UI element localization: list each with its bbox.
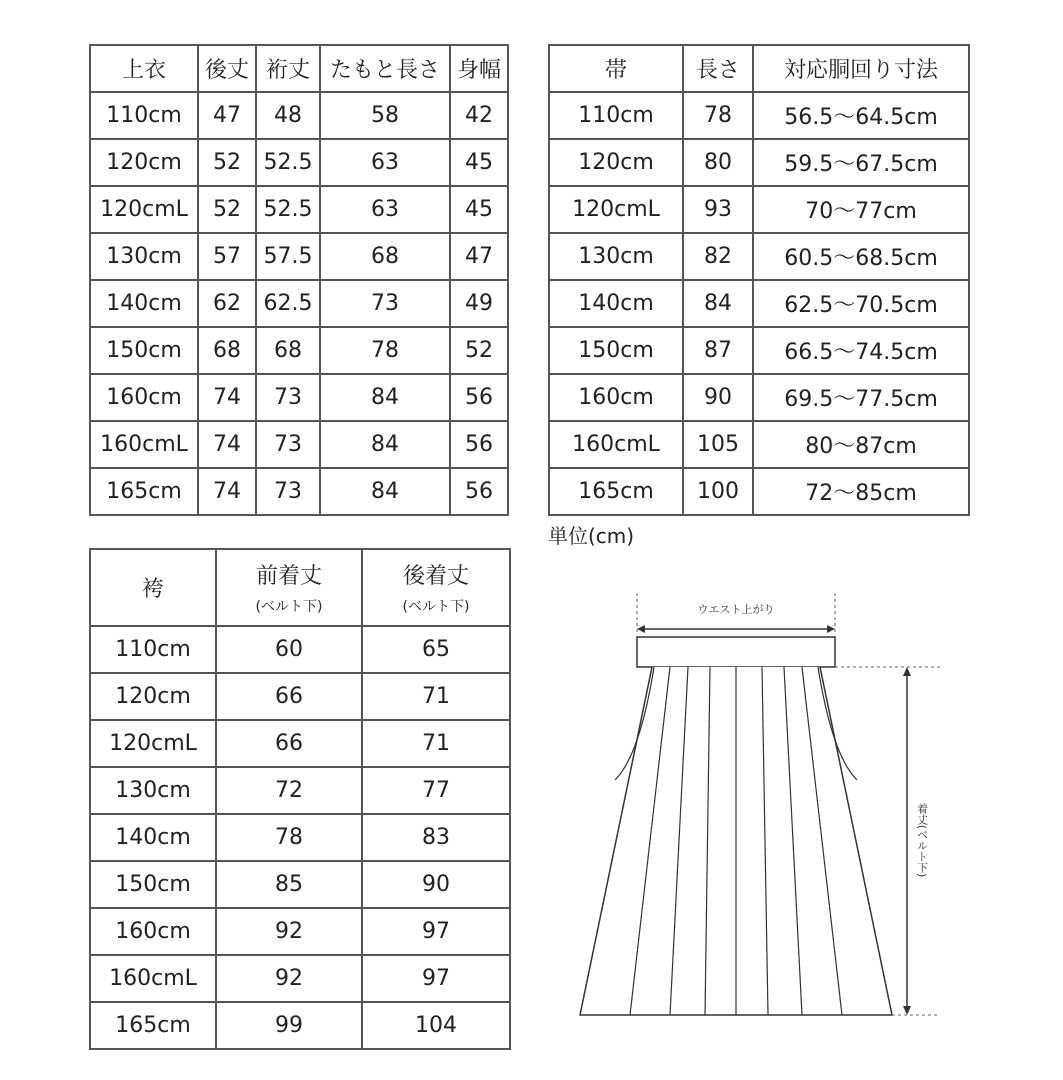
table-cell: 97 [362,955,510,1002]
table-cell: 130cm [90,233,198,280]
table-row [90,1002,510,1049]
column-header-label: 後丈 [204,58,249,83]
length-label: 着丈(ベルト下) [915,802,929,878]
column-header [90,549,216,626]
table-cell: 87 [683,327,753,374]
table-cell: 66 [216,673,362,720]
table-cell: 160cm [90,908,216,955]
table-cell: 140cm [90,814,216,861]
table-cell: 105 [683,421,753,468]
table-row [90,626,510,673]
table-cell: 84 [320,468,450,515]
header-row [549,45,969,92]
column-header [549,45,683,92]
table-row [90,767,510,814]
belt-size-table [548,44,970,516]
table-cell: 92 [216,955,362,1002]
column-header-label: 袴 [141,577,164,602]
table-cell: 140cm [549,280,683,327]
table-cell: 60.5〜68.5cm [753,233,969,280]
table-row [90,468,508,515]
waistband [637,637,835,667]
column-header-label: 裄丈 [265,58,310,83]
table-cell: 100 [683,468,753,515]
table-cell: 73 [256,374,320,421]
table-cell: 47 [450,233,508,280]
table-cell: 160cm [90,374,198,421]
table-cell: 57 [198,233,256,280]
table-cell: 120cm [90,139,198,186]
column-header [90,45,198,92]
table-cell: 49 [450,280,508,327]
table-cell: 77 [362,767,510,814]
table-cell: 165cm [90,468,198,515]
column-header-label: たもと長さ [329,58,440,83]
jacket-body [90,92,508,515]
unit-label: 単位(cm) [548,524,635,548]
table-cell: 140cm [90,280,198,327]
header-row [90,45,508,92]
column-header-label: 対応胴回り寸法 [783,58,938,83]
table-cell: 58 [320,92,450,139]
table-cell: 82 [683,233,753,280]
table-cell: 63 [320,139,450,186]
table-cell: 90 [362,861,510,908]
hakama-diagram [570,585,970,1045]
table-cell: 84 [683,280,753,327]
table-row [90,186,508,233]
table-row [549,468,969,515]
column-header-label: 前着丈 [255,564,322,589]
table-cell: 56 [450,374,508,421]
table-cell: 120cm [90,673,216,720]
table-cell: 97 [362,908,510,955]
table-row [90,327,508,374]
table-row [549,139,969,186]
table-cell: 92 [216,908,362,955]
jacket-header [90,45,508,92]
hakama-size-table [89,548,511,1050]
table-cell: 45 [450,186,508,233]
table-cell: 72 [216,767,362,814]
table-row [90,720,510,767]
column-header-label: 長さ [695,58,740,83]
table-cell: 56 [450,421,508,468]
table-cell: 68 [320,233,450,280]
column-header-label: 帯 [604,58,627,83]
belt-header [549,45,969,92]
table-row [90,139,508,186]
table-cell: 78 [216,814,362,861]
table-cell: 73 [320,280,450,327]
column-header-label: 上衣 [121,58,166,83]
table-cell: 120cmL [90,720,216,767]
column-header-label: 身幅 [456,58,501,83]
table-cell: 62 [198,280,256,327]
table-row [90,861,510,908]
table-cell: 70〜77cm [753,186,969,233]
table-cell: 130cm [549,233,683,280]
column-header [362,549,510,626]
table-cell: 66 [216,720,362,767]
table-cell: 47 [198,92,256,139]
table-cell: 52 [198,186,256,233]
header-row [90,549,510,626]
table-cell: 165cm [549,468,683,515]
table-cell: 63 [320,186,450,233]
table-row [549,186,969,233]
table-cell: 62.5 [256,280,320,327]
table-cell: 85 [216,861,362,908]
table-cell: 160cmL [90,421,198,468]
column-header [198,45,256,92]
column-header-label: 後着丈 [402,564,469,589]
table-cell: 73 [256,421,320,468]
length-arrow-head-bottom [903,1006,911,1015]
table-cell: 160cmL [90,955,216,1002]
table-cell: 78 [320,327,450,374]
table-cell: 150cm [549,327,683,374]
table-cell: 59.5〜67.5cm [753,139,969,186]
table-cell: 120cm [549,139,683,186]
table-cell: 130cm [90,767,216,814]
table-cell: 72〜85cm [753,468,969,515]
table-cell: 71 [362,720,510,767]
table-row [549,233,969,280]
table-cell: 52 [198,139,256,186]
table-cell: 150cm [90,861,216,908]
table-row [549,421,969,468]
table-cell: 120cmL [549,186,683,233]
table-cell: 80〜87cm [753,421,969,468]
table-row [90,421,508,468]
table-cell: 56 [450,468,508,515]
table-cell: 160cm [549,374,683,421]
table-row [90,908,510,955]
table-cell: 110cm [549,92,683,139]
waist-label: ウエスト上がり [697,603,775,616]
table-cell: 52.5 [256,186,320,233]
table-cell: 110cm [90,92,198,139]
table-cell: 93 [683,186,753,233]
table-cell: 56.5〜64.5cm [753,92,969,139]
table-row [90,233,508,280]
table-cell: 52 [450,327,508,374]
table-row [90,673,510,720]
waist-arrow-head-right [827,625,835,633]
column-header [683,45,753,92]
table-cell: 66.5〜74.5cm [753,327,969,374]
table-cell: 74 [198,421,256,468]
column-header [753,45,969,92]
table-cell: 42 [450,92,508,139]
table-cell: 150cm [90,327,198,374]
length-arrow-head-top [903,667,911,676]
table-cell: 60 [216,626,362,673]
table-cell: 78 [683,92,753,139]
column-header [450,45,508,92]
table-cell: 99 [216,1002,362,1049]
table-cell: 74 [198,468,256,515]
table-cell: 165cm [90,1002,216,1049]
table-cell: 48 [256,92,320,139]
column-header [216,549,362,626]
table-cell: 45 [450,139,508,186]
hakama-header [90,549,510,626]
column-header [320,45,450,92]
column-subheader: (ベルト下) [255,599,323,615]
table-cell: 71 [362,673,510,720]
table-row [549,327,969,374]
jacket-size-table [89,44,509,516]
table-row [549,280,969,327]
belt-body [549,92,969,515]
table-row [90,92,508,139]
table-cell: 104 [362,1002,510,1049]
table-row [549,374,969,421]
table-cell: 84 [320,421,450,468]
column-subheader: (ベルト下) [402,599,470,615]
table-row [90,955,510,1002]
table-cell: 83 [362,814,510,861]
table-cell: 68 [198,327,256,374]
table-row [90,374,508,421]
table-cell: 52.5 [256,139,320,186]
table-cell: 57.5 [256,233,320,280]
waist-arrow-head-left [637,625,645,633]
table-row [549,92,969,139]
table-cell: 120cmL [90,186,198,233]
table-cell: 74 [198,374,256,421]
table-cell: 84 [320,374,450,421]
table-cell: 110cm [90,626,216,673]
table-cell: 80 [683,139,753,186]
hakama-body [90,626,510,1049]
table-cell: 160cmL [549,421,683,468]
table-cell: 65 [362,626,510,673]
table-cell: 68 [256,327,320,374]
table-cell: 73 [256,468,320,515]
column-header [256,45,320,92]
table-row [90,814,510,861]
table-cell: 62.5〜70.5cm [753,280,969,327]
table-cell: 69.5〜77.5cm [753,374,969,421]
table-row [90,280,508,327]
table-cell: 90 [683,374,753,421]
